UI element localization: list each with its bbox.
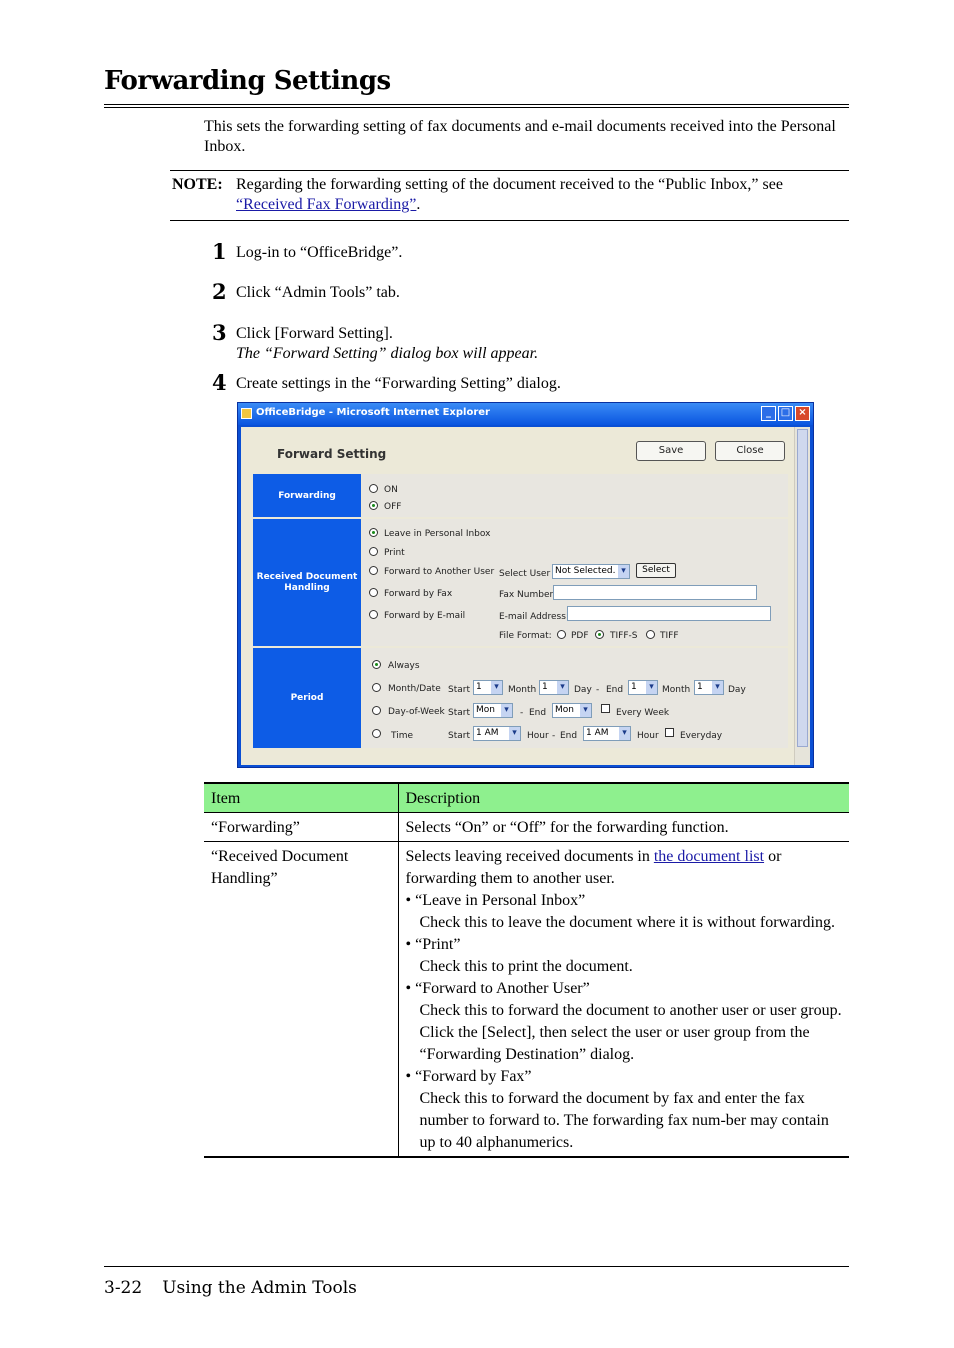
format-tiff-s-radio[interactable]: [595, 630, 604, 639]
forward-by-email-radio[interactable]: [369, 610, 378, 619]
select-user-button[interactable]: Select: [636, 563, 676, 578]
cell-item: [204, 842, 398, 1158]
start-hour-dropdown[interactable]: 1 AM ▾: [473, 726, 521, 741]
step-text: Click “Admin Tools” tab.: [236, 284, 400, 301]
format-tiff-s-label: TIFF-S: [610, 631, 638, 641]
note-text: [236, 175, 836, 215]
select-user-label: Select User: [499, 569, 551, 579]
table-row: [204, 842, 849, 1158]
hour-label: Hour: [637, 731, 659, 741]
fax-number-label: Fax Number: [499, 590, 554, 600]
start-label: Start: [448, 731, 470, 741]
print-label: Print: [384, 548, 405, 558]
end-day-dropdown[interactable]: 1 ▾: [694, 680, 724, 695]
period-day-of-week-label: Day-of-Week: [388, 707, 445, 717]
handling-section: [362, 519, 788, 646]
scrollbar-thumb[interactable]: [797, 429, 808, 747]
leave-in-inbox-label: Leave in Personal Inbox: [384, 529, 491, 539]
step-number: 2: [212, 279, 227, 304]
end-month-dropdown[interactable]: 1 ▾: [628, 680, 658, 695]
hour-label: Hour: [527, 731, 549, 741]
day-label: Day: [574, 685, 592, 695]
period-section-label: Period: [253, 648, 361, 748]
dash-label: -: [520, 708, 524, 718]
footer-rule: [104, 1266, 849, 1267]
start-label: Start: [448, 685, 470, 695]
handling-section-label: Received Document Handling: [253, 519, 361, 646]
forwarding-on-radio[interactable]: [369, 484, 378, 493]
period-time-label: Time: [391, 731, 414, 741]
start-month-dropdown[interactable]: 1 ▾: [473, 680, 503, 695]
end-label: End: [529, 708, 547, 718]
forwarding-on-label: ON: [384, 485, 398, 495]
ie-window-icon: [241, 408, 252, 419]
forward-setting-window: [237, 402, 814, 768]
bullet-text: Check this to forward the document to another user or user group. Click the [Select], then select the user or user group from the “Forwarding Destination” dialog.: [419, 1002, 842, 1063]
dialog-title: Forward Setting: [277, 447, 387, 461]
format-tiff-label: TIFF: [660, 631, 679, 641]
dialog-client-area: [241, 427, 810, 765]
received-fax-forwarding-link[interactable]: “Received Fax Forwarding”: [236, 196, 417, 213]
print-radio[interactable]: [369, 547, 378, 556]
cell-description: Selects “On” or “Off” for the forwarding function.: [398, 813, 849, 842]
step-text: Log-in to “OfficeBridge”.: [236, 244, 403, 261]
header-description: Description: [398, 783, 849, 813]
bullet-title: • “Print”: [405, 936, 461, 953]
end-label: End: [560, 731, 578, 741]
window-title: OfficeBridge - Microsoft Internet Explorer: [256, 407, 490, 418]
forwarding-off-label: OFF: [384, 502, 402, 512]
maximize-icon[interactable]: □: [778, 406, 793, 421]
step-text: Click [Forward Setting].: [236, 325, 393, 342]
forward-by-fax-radio[interactable]: [369, 588, 378, 597]
dash-label: -: [596, 685, 600, 695]
heading-rule-top: [104, 104, 849, 105]
step-result: The “Forward Setting” dialog box will appear.: [236, 345, 539, 362]
dash-label: -: [552, 731, 556, 741]
period-month-date-label: Month/Date: [388, 684, 441, 694]
footer-section-title: Using the Admin Tools: [162, 1278, 357, 1298]
window-titlebar: [238, 403, 813, 425]
forward-by-fax-label: Forward by Fax: [384, 589, 453, 599]
forward-to-user-label: Forward to Another User: [384, 567, 495, 577]
format-pdf-label: PDF: [571, 631, 589, 641]
document-list-link[interactable]: the document list: [653, 848, 765, 865]
period-time-radio[interactable]: [372, 729, 381, 738]
bullet-text: Check this to leave the document where it is without forwarding.: [419, 914, 835, 931]
step-number: 1: [212, 239, 227, 264]
start-weekday-dropdown[interactable]: Mon ▾: [473, 703, 513, 718]
format-pdf-radio[interactable]: [557, 630, 566, 639]
note-text-before: Regarding the forwarding setting of the document received to the “Public Inbox,” see: [236, 176, 783, 193]
bullet-text: Check this to print the document.: [419, 958, 633, 975]
note-text-after: .: [416, 196, 421, 213]
step-text: Create settings in the “Forwarding Setting” dialog.: [236, 375, 561, 392]
every-week-label: Every Week: [616, 708, 670, 718]
month-label: Month: [662, 685, 691, 695]
item-description-table: [204, 782, 849, 1158]
page-title: Forwarding Settings: [104, 66, 391, 96]
every-week-checkbox[interactable]: [601, 704, 610, 713]
forwarding-section-label: Forwarding: [253, 474, 361, 517]
forward-to-user-radio[interactable]: [369, 566, 378, 575]
item-name: “Received Document Handling”: [211, 848, 349, 887]
desc-text-after: or forwarding them to another user.: [405, 848, 782, 887]
cell-item: “Forwarding”: [204, 813, 398, 842]
forwarding-off-radio[interactable]: [369, 501, 378, 510]
header-item: Item: [204, 783, 398, 813]
desc-text-before: Selects leaving received documents in: [405, 848, 654, 865]
intro-paragraph: This sets the forwarding setting of fax documents and e-mail documents received into the Personal Inbox.: [204, 118, 836, 155]
month-label: Month: [508, 685, 537, 695]
page-number: 3-22: [104, 1278, 143, 1298]
end-weekday-dropdown[interactable]: Mon ▾: [552, 703, 592, 718]
end-hour-dropdown[interactable]: 1 AM ▾: [583, 726, 631, 741]
period-always-label: Always: [388, 661, 420, 671]
page-footer: [104, 1278, 357, 1298]
period-section: [362, 648, 788, 748]
minimize-icon[interactable]: _: [761, 406, 776, 421]
start-label: Start: [448, 708, 470, 718]
bullet-title: • “Leave in Personal Inbox”: [405, 892, 586, 909]
vertical-scrollbar[interactable]: [794, 427, 810, 765]
email-address-label: E-mail Address: [499, 612, 566, 622]
start-day-dropdown[interactable]: 1 ▾: [539, 680, 569, 695]
table-header-row: [204, 783, 849, 813]
save-button[interactable]: Save: [636, 441, 706, 461]
close-icon[interactable]: ×: [795, 406, 810, 421]
period-day-of-week-radio[interactable]: [372, 706, 381, 715]
bullet-text: Check this to forward the document by fax and enter the fax number to forward to. The forwarding fax num-ber may contain up to 40 alphanumerics.: [419, 1090, 829, 1151]
end-label: End: [606, 685, 624, 695]
file-format-label: File Format:: [499, 631, 552, 641]
step-number: 4: [212, 370, 227, 395]
forward-by-email-label: Forward by E-mail: [384, 611, 466, 621]
email-address-input[interactable]: [567, 606, 771, 621]
bullet-title: • “Forward by Fax”: [405, 1068, 532, 1085]
leave-in-inbox-radio[interactable]: [369, 528, 378, 537]
everyday-label: Everyday: [680, 731, 723, 741]
table-row: [204, 813, 849, 842]
day-label: Day: [728, 685, 746, 695]
note-label: NOTE:: [172, 176, 223, 193]
select-user-dropdown[interactable]: Not Selected. ▾: [552, 564, 630, 579]
period-always-radio[interactable]: [372, 660, 381, 669]
forwarding-section: [362, 474, 788, 517]
close-button[interactable]: Close: [715, 441, 785, 461]
note-box: [170, 170, 849, 221]
format-tiff-radio[interactable]: [646, 630, 655, 639]
everyday-checkbox[interactable]: [665, 728, 674, 737]
cell-description: [398, 842, 849, 1158]
bullet-title: • “Forward to Another User”: [405, 980, 590, 997]
heading-rule-bottom: [104, 107, 849, 108]
fax-number-input[interactable]: [553, 585, 757, 600]
period-month-date-radio[interactable]: [372, 683, 381, 692]
step-number: 3: [212, 320, 227, 345]
